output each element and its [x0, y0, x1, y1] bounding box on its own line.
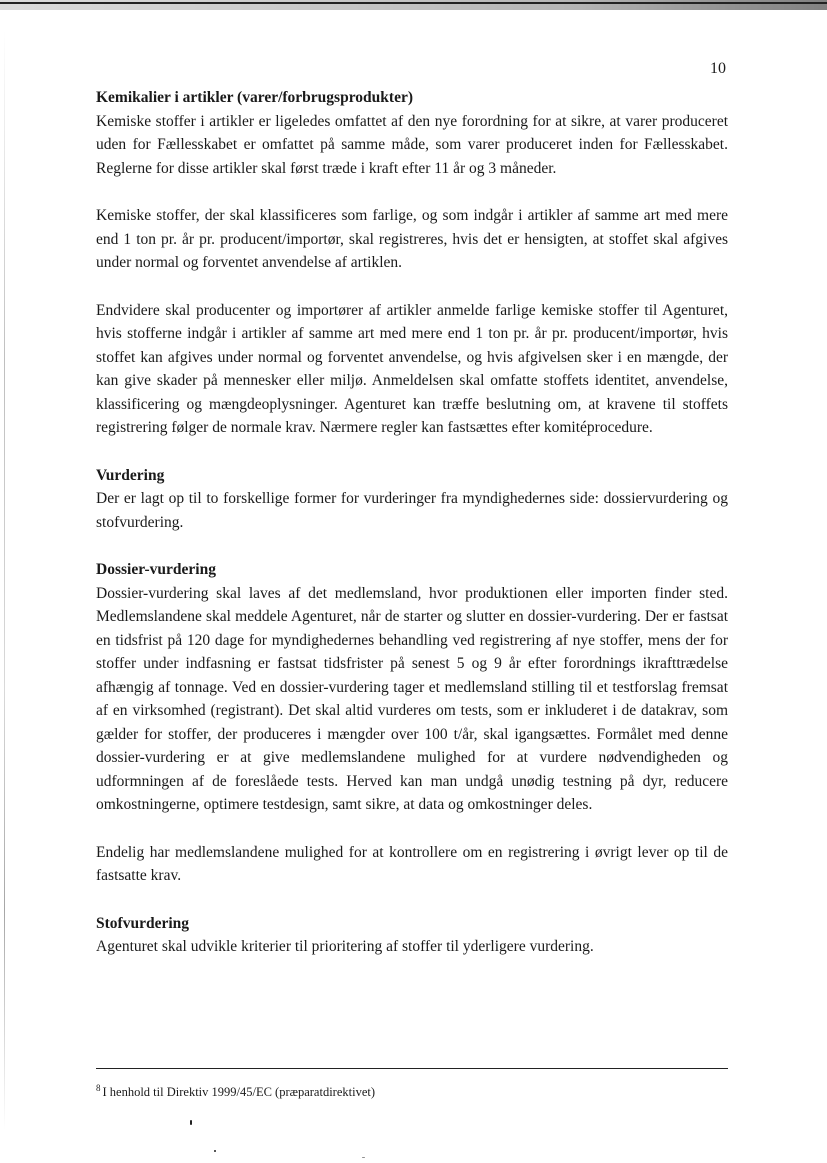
paragraph: Dossier-vurdering skal laves af det medlemsland, hvor produktionen eller importen finder sted. Medlemslandene skal meddele Agenturet, når de starter og slutter en dossier-vurdering. Der er fastsat en tidsfrist på 120 dage for myndighedernes behandling ved registrering af nye stoffer, mens der for stoffer under indfasning er fastsat tidsfrister på senest 5 og 9 år efter forordnings ikrafttrædelse afhængig af tonnage. Ved en dossier-vurdering tager et medlemsland stilling til et testforslag fremsat af en virksomhed (registrant). Det skal altid vurderes om tests, som er inkluderet i de datakrav, som gælder for stoffer, der produceres i mængder over 100 t/år, skal igangsættes. Formålet med denne dossier-vurdering er at give medlemslandene mulighed for at vurdere nødvendigheden og udformningen af de foreslåede tests. Herved kan man undgå unødig testning på dyr, reducere omkostningerne, optimere testdesign, samt sikre, at data og omkostninger deles. [96, 584, 728, 813]
page-number: 10 [710, 60, 726, 77]
section-heading: Kemikalier i artikler (varer/forbrugsprodukter) [96, 89, 413, 106]
footnote-text: I henhold til Direktiv 1999/45/EC (præparatdirektivet) [102, 1085, 376, 1100]
footnote-marker: 8 [96, 1083, 101, 1093]
scan-left-edge [4, 30, 5, 1130]
paragraph: Endvidere skal producenter og importører af artikler anmelde farlige kemiske stoffer til Agenturet, hvis stofferne indgår i artikler af samme art med mere end 1 ton pr. år pr. producent/importør, hvis stoffet kan afgives under normal og forventet anvendelse, og hvis afgivelsen sker i en mængde, der kan give skader på mennesker eller miljø. Anmeldelsen skal omfatte stoffets identitet, anvendelse, klassificering og mængdeoplysninger. Agenturet kan træffe beslutning om, at kravene til stoffets registrering følger de normale krav. Nærmere regler kan fastsættes efter komitéprocedure. [96, 301, 728, 436]
paragraph: Endelig har medlemslandene mulighed for at kontrollere om en registrering i øvrigt lever op til de fastsatte krav. [96, 843, 728, 884]
scan-top-edge [0, 2, 827, 4]
document-body [96, 86, 728, 959]
scan-speck [190, 1120, 192, 1125]
footnote-divider [96, 1068, 728, 1069]
section-heading: Vurdering [96, 466, 165, 484]
paragraph: Agenturet skal udvikle kriterier til prioritering af stoffer til yderligere vurdering. [96, 938, 594, 955]
paragraph: Kemiske stoffer, der skal klassificeres som farlige, og som indgår i artikler af samme art med mere end 1 ton pr. år pr. producent/importør, skal registreres, hvis det er hensigten, at stoffet skal afgives under normal og forventet anvendelse af artiklen. [96, 207, 728, 271]
footnote [96, 1080, 375, 1100]
scan-speck [214, 1150, 216, 1152]
paragraph: Der er lagt op til to forskellige former for vurderinger fra myndighedernes side: dossiervurdering og stofvurdering. [96, 490, 728, 531]
paragraph: Kemiske stoffer i artikler er ligeledes omfattet af den nye forordning for at sikre, at varer produceret uden for Fællesskabet er omfattet på samme måde, som varer produceret inden for Fællesskabet. Reglerne for disse artikler skal først træde i kraft efter 11 år og 3 måneder. [96, 112, 728, 177]
scan-speck [362, 1157, 365, 1158]
section-heading: Stofvurdering [96, 914, 189, 932]
section-heading: Dossier-vurdering [96, 561, 216, 578]
